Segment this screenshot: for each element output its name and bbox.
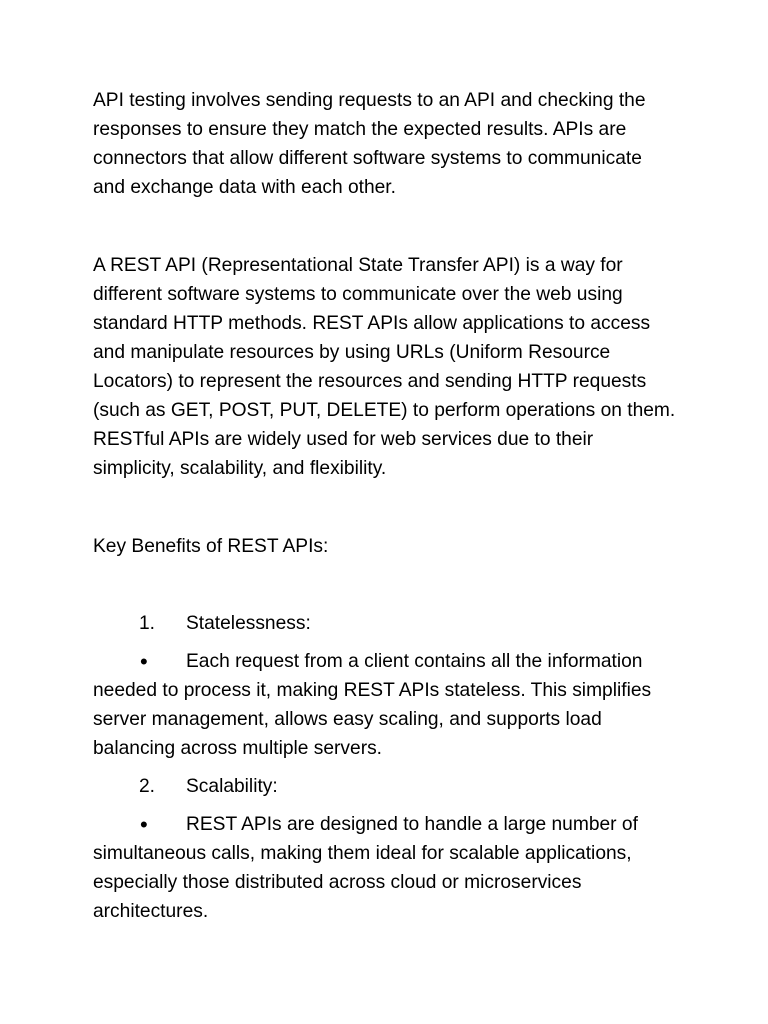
benefit-detail-text: REST APIs are designed to handle a large number of simultaneous calls, making them ideal for scalable applications, especially those distributed across cloud or microservices architectures. xyxy=(93,814,638,922)
benefit-detail-text: Each request from a client contains all the information needed to process it, making REST APIs stateless. This simplifies server management, allows easy scaling, and supports load balancing across multiple servers. xyxy=(93,651,652,759)
benefits-heading: Key Benefits of REST APIs: xyxy=(93,536,329,557)
document-page xyxy=(93,86,678,935)
intro-paragraph: API testing involves sending requests to an API and checking the responses to ensure they match the expected results. APIs are connectors that allow different software systems to communicate and exchange data with each other. xyxy=(93,90,646,198)
rest-definition-paragraph: A REST API (Representational State Transfer API) is a way for different software systems to communicate over the web using standard HTTP methods. REST APIs allow applications to access and manipulate resources by using URLs (Uniform Resource Locators) to represent the resources and sending HTTP requests (such as GET, POST, PUT, DELETE) to perform operations on them. RESTful APIs are widely used for web services due to their simplicity, scalability, and flexibility. xyxy=(93,255,676,479)
benefit-number: 1. xyxy=(139,613,156,634)
benefit-number: 2. xyxy=(139,776,156,797)
bullet-icon: • xyxy=(140,812,148,837)
benefit-title: Statelessness: xyxy=(186,613,311,634)
benefit-item-1 xyxy=(93,609,678,638)
bullet-icon: • xyxy=(140,649,148,674)
benefit-item-2 xyxy=(93,772,678,801)
benefit-detail-2 xyxy=(93,810,678,926)
benefit-detail-1 xyxy=(93,647,678,763)
benefit-title: Scalability: xyxy=(186,776,278,797)
